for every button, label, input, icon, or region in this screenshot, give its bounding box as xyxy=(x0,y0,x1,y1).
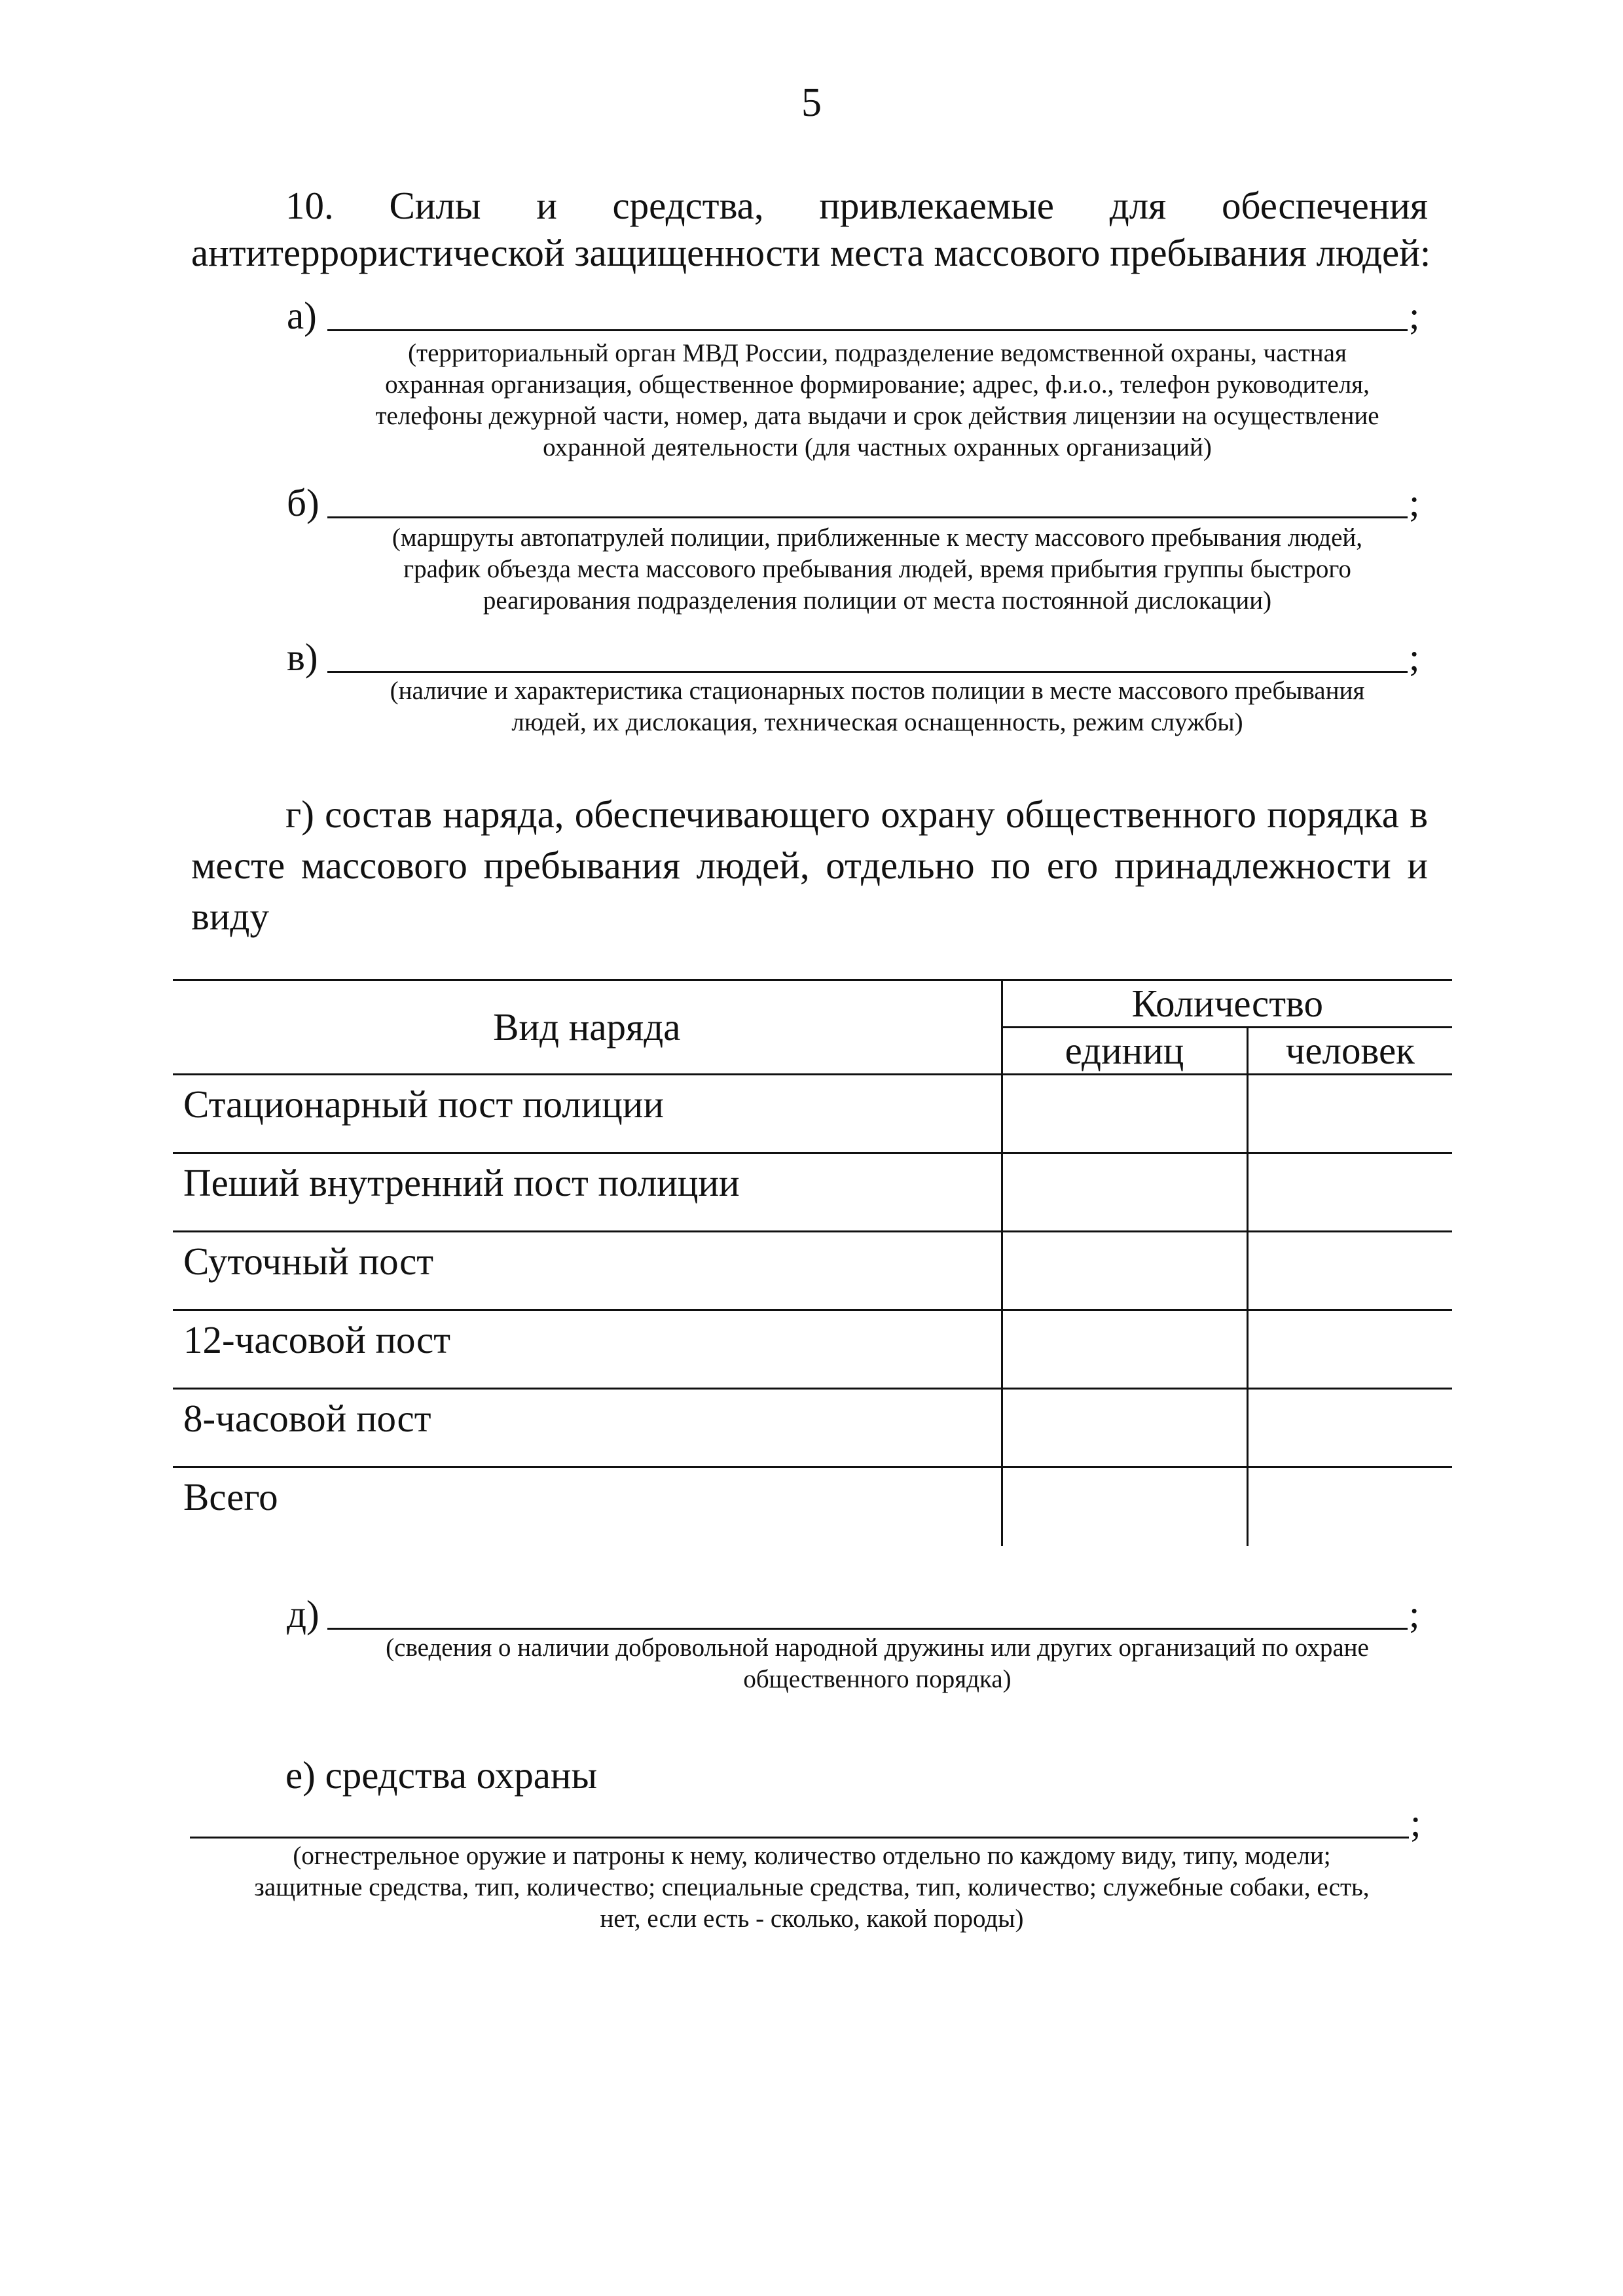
item-d-semicolon: ; xyxy=(1409,1592,1420,1636)
guard-table xyxy=(173,979,1452,1546)
item-e-hint xyxy=(177,1840,1447,1935)
header-units: единиц xyxy=(1002,1028,1247,1075)
row-label: Стационарный пост полиции xyxy=(173,1075,1002,1153)
hint-line: (огнестрельное оружие и патроны к нему, количество отдельно по каждому виду, типу, модели; xyxy=(293,1842,1331,1870)
item-g-line-1: г) состав наряда, обеспечивающего охрану общественного порядка в xyxy=(285,793,1428,836)
item-e-fill-line[interactable] xyxy=(190,1837,1409,1839)
item-a-marker: а) xyxy=(287,294,317,337)
page-number: 5 xyxy=(801,81,822,125)
item-a-hint xyxy=(301,338,1453,463)
item-a-semicolon: ; xyxy=(1409,294,1420,337)
item-e-label: е) средства охраны xyxy=(285,1753,598,1797)
section-10-word: 10. Силы xyxy=(285,184,481,227)
row-label: 8-часовой пост xyxy=(173,1389,1002,1467)
row-label: Суточный пост xyxy=(173,1232,1002,1310)
item-e-semicolon: ; xyxy=(1410,1801,1421,1844)
item-v-hint xyxy=(301,675,1453,738)
hint-line: (наличие и характеристика стационарных постов полиции в месте массового пребывания xyxy=(390,677,1365,705)
item-d-fill-line[interactable] xyxy=(327,1628,1408,1630)
table-row xyxy=(173,1232,1452,1310)
header-quantity: Количество xyxy=(1002,980,1452,1028)
hint-line: телефоны дежурной части, номер, дата выдачи и срок действия лицензии на осуществление xyxy=(375,402,1379,430)
item-a-fill-line[interactable] xyxy=(327,329,1408,331)
row-label: Пеший внутренний пост полиции xyxy=(173,1153,1002,1232)
table-header-row xyxy=(173,980,1452,1028)
section-10-word: обеспечения xyxy=(1222,184,1429,227)
people-cell[interactable] xyxy=(1247,1310,1452,1389)
section-10-word: средства, xyxy=(612,184,764,227)
hint-line: реагирования подразделения полиции от места постоянной дислокации) xyxy=(483,586,1272,615)
section-10-word: привлекаемые xyxy=(819,184,1054,227)
item-v-fill-line[interactable] xyxy=(327,671,1408,673)
table-row xyxy=(173,1075,1452,1153)
people-cell[interactable] xyxy=(1247,1232,1452,1310)
units-cell[interactable] xyxy=(1002,1467,1247,1546)
people-cell[interactable] xyxy=(1247,1467,1452,1546)
hint-line: людей, их дислокация, техническая оснащенность, режим службы) xyxy=(511,708,1243,736)
section-10-word: для xyxy=(1109,184,1167,227)
hint-line: (маршруты автопатрулей полиции, приближенные к месту массового пребывания людей, xyxy=(392,524,1363,552)
people-cell[interactable] xyxy=(1247,1153,1452,1232)
section-10-word: и xyxy=(536,184,557,227)
item-b-hint xyxy=(301,522,1453,617)
hint-line: охранная организация, общественное формирование; адрес, ф.и.о., телефон руководителя, xyxy=(385,370,1370,399)
item-v-marker: в) xyxy=(287,636,318,679)
hint-line: (территориальный орган МВД России, подразделение ведомственной охраны, частная xyxy=(408,339,1347,367)
item-b-fill-line[interactable] xyxy=(327,516,1408,518)
people-cell[interactable] xyxy=(1247,1389,1452,1467)
hint-line: (сведения о наличии добровольной народной дружины или других организаций по охране xyxy=(386,1634,1369,1662)
table-row xyxy=(173,1310,1452,1389)
item-d-hint xyxy=(301,1632,1453,1695)
section-10-line-1 xyxy=(285,182,1428,229)
units-cell[interactable] xyxy=(1002,1310,1247,1389)
item-g-line-2: месте массового пребывания людей, отдельно по его принадлежности и xyxy=(191,844,1428,887)
hint-line: график объезда места массового пребывания людей, время прибытия группы быстрого xyxy=(403,555,1351,583)
table-row-total xyxy=(173,1467,1452,1546)
table-row xyxy=(173,1153,1452,1232)
item-g-line-3: виду xyxy=(191,895,269,938)
hint-line: охранной деятельности (для частных охранных организаций) xyxy=(543,433,1212,461)
units-cell[interactable] xyxy=(1002,1389,1247,1467)
item-b-semicolon: ; xyxy=(1409,481,1420,524)
hint-line: защитные средства, тип, количество; специальные средства, тип, количество; служебные собаки, есть, xyxy=(254,1873,1370,1901)
section-10-line-2: антитеррористической защищенности места массового пребывания людей: xyxy=(191,231,1431,274)
units-cell[interactable] xyxy=(1002,1075,1247,1153)
hint-line: нет, если есть - сколько, какой породы) xyxy=(600,1905,1024,1933)
item-v-semicolon: ; xyxy=(1409,636,1420,679)
row-label: Всего xyxy=(173,1467,1002,1546)
row-label: 12-часовой пост xyxy=(173,1310,1002,1389)
hint-line: общественного порядка) xyxy=(743,1665,1012,1693)
header-people: человек xyxy=(1247,1028,1452,1075)
header-type: Вид наряда xyxy=(173,980,1002,1075)
people-cell[interactable] xyxy=(1247,1075,1452,1153)
item-d-marker: д) xyxy=(287,1592,319,1636)
table-row xyxy=(173,1389,1452,1467)
units-cell[interactable] xyxy=(1002,1153,1247,1232)
units-cell[interactable] xyxy=(1002,1232,1247,1310)
item-b-marker: б) xyxy=(287,481,319,524)
